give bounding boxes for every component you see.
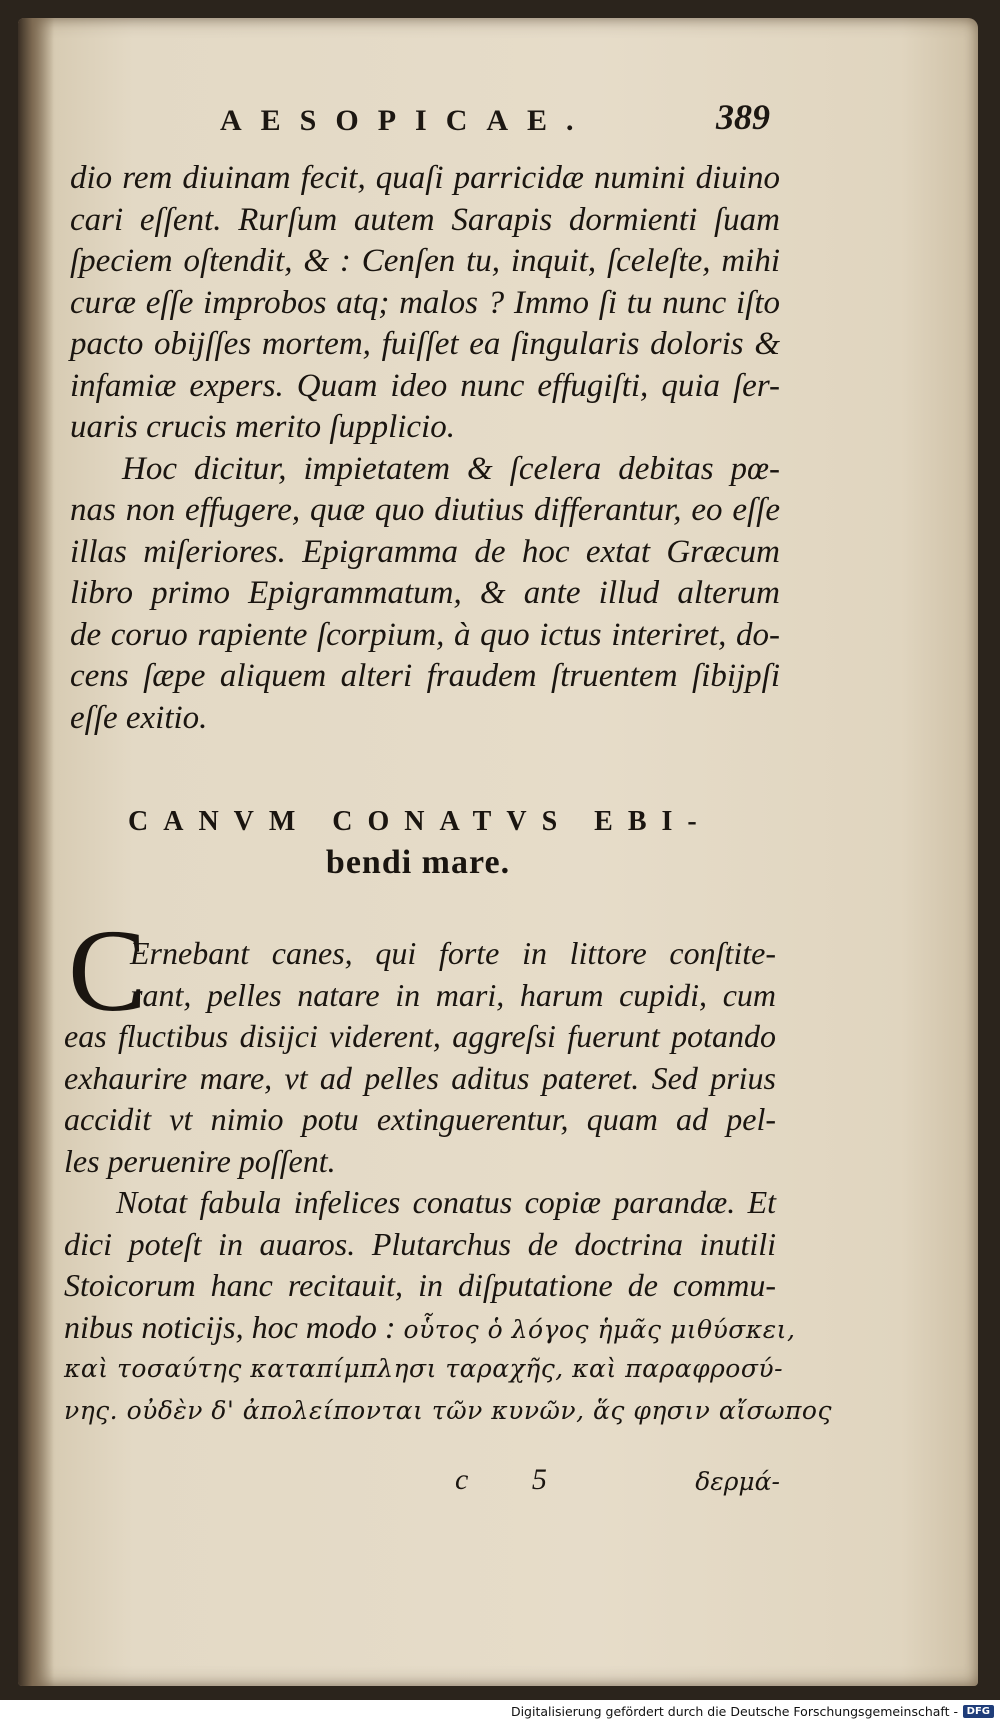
greek-text: οὗτος ὁ λόγος ἡμᾶς μιθύσκει, bbox=[403, 1314, 796, 1344]
page-header bbox=[198, 96, 798, 146]
text-line: libro primo Epigrammatum, & ante illud alterum bbox=[70, 575, 780, 611]
text-line: dici poteſt in auaros. Plutarchus de doctrina inutili bbox=[64, 1225, 776, 1262]
greek-line: καὶ τοσαύτης καταπίμπλησι ταραχῆς, καὶ παραφροσύ- bbox=[64, 1354, 784, 1383]
funding-credit: Digitalisierung gefördert durch die Deutsche Forschungsgemeinschaft - bbox=[510, 1704, 958, 1719]
text-line: curæ eſſe improbos atq; malos ? Immo ſi tu nunc iſto bbox=[70, 284, 780, 321]
greek-line: νης. οὐδὲν δ' ἀπολείπονται τῶν κυνῶν, ἅς φησιν αἴσωπος bbox=[64, 1395, 832, 1425]
fable-title: CANVM CONATVS EBI- bbox=[128, 806, 712, 837]
page-footer bbox=[70, 1463, 780, 1509]
catchword: δερμά- bbox=[695, 1467, 780, 1496]
fable-heading bbox=[128, 806, 712, 882]
fable-title-continued: bendi mare. bbox=[325, 844, 511, 881]
text-line: les peruenire poſſent. bbox=[64, 1142, 336, 1179]
top-text-block bbox=[70, 158, 780, 739]
text-line: de coruo rapiente ſcorpium, à quo ictus interiret, do- bbox=[70, 616, 780, 653]
latin-text: nibus noticijs, hoc modo : bbox=[64, 1308, 396, 1345]
text-line: accidit vt nimio potu extinguerentur, quam ad pel- bbox=[64, 1101, 776, 1137]
text-line: eas fluctibus disijci viderent, aggreſsi fuerunt potando bbox=[64, 1018, 776, 1054]
text-line: infamiæ expers. Quam ideo nunc effugiſti, quia ſer- bbox=[70, 367, 780, 404]
text-line: uaris crucis merito ſupplicio. bbox=[70, 409, 455, 445]
credit-bar bbox=[0, 1700, 1000, 1726]
book-page bbox=[18, 18, 978, 1686]
text-line: Stoicorum hanc recitauit, in diſputatione de commu- bbox=[64, 1267, 776, 1303]
fable-text-block bbox=[64, 905, 832, 1431]
text-line: cari eſſent. Rurſum autem Sarapis dormienti ſuam bbox=[70, 201, 780, 238]
book-spine-shadow bbox=[18, 18, 54, 1686]
drop-cap: C bbox=[68, 905, 147, 1036]
text-line: cens ſæpe aliquem alteri fraudem ſtruentem ſibijpſi bbox=[70, 658, 780, 694]
text-line: Hoc dicitur, impietatem & ſcelera debitas pœ- bbox=[122, 450, 780, 487]
text-line: exhaurire mare, vt ad pelles aditus pateret. Sed prius bbox=[64, 1059, 776, 1096]
dfg-logo[interactable]: DFG bbox=[963, 1705, 994, 1718]
running-head: AESOPICAE. bbox=[220, 104, 593, 137]
text-line bbox=[64, 1307, 796, 1349]
text-line: dio rem diuinam fecit, quaſi parricidæ numini diuino bbox=[70, 160, 780, 196]
signature-mark: c 5 bbox=[455, 1463, 575, 1496]
text-line: ſpeciem oſtendit, & : Cenſen tu, inquit, ſceleſte, mihi bbox=[70, 243, 780, 279]
text-line: rant, pelles natare in mari, harum cupidi, cum bbox=[130, 976, 776, 1013]
page-number: 389 bbox=[716, 97, 770, 137]
text-line: Notat fabula infelices conatus copiæ parandæ. Et bbox=[116, 1184, 776, 1220]
text-line: nas non effugere, quæ quo diutius differantur, eo eſſe bbox=[70, 492, 780, 528]
text-line: Ernebant canes, qui forte in littore conſtite- bbox=[130, 935, 776, 971]
text-line: illas miſeriores. Epigramma de hoc extat Græcum bbox=[70, 533, 780, 570]
text-line: pacto obijſſes mortem, fuiſſet ea ſingularis doloris & bbox=[70, 326, 780, 362]
text-line: eſſe exitio. bbox=[70, 699, 208, 736]
